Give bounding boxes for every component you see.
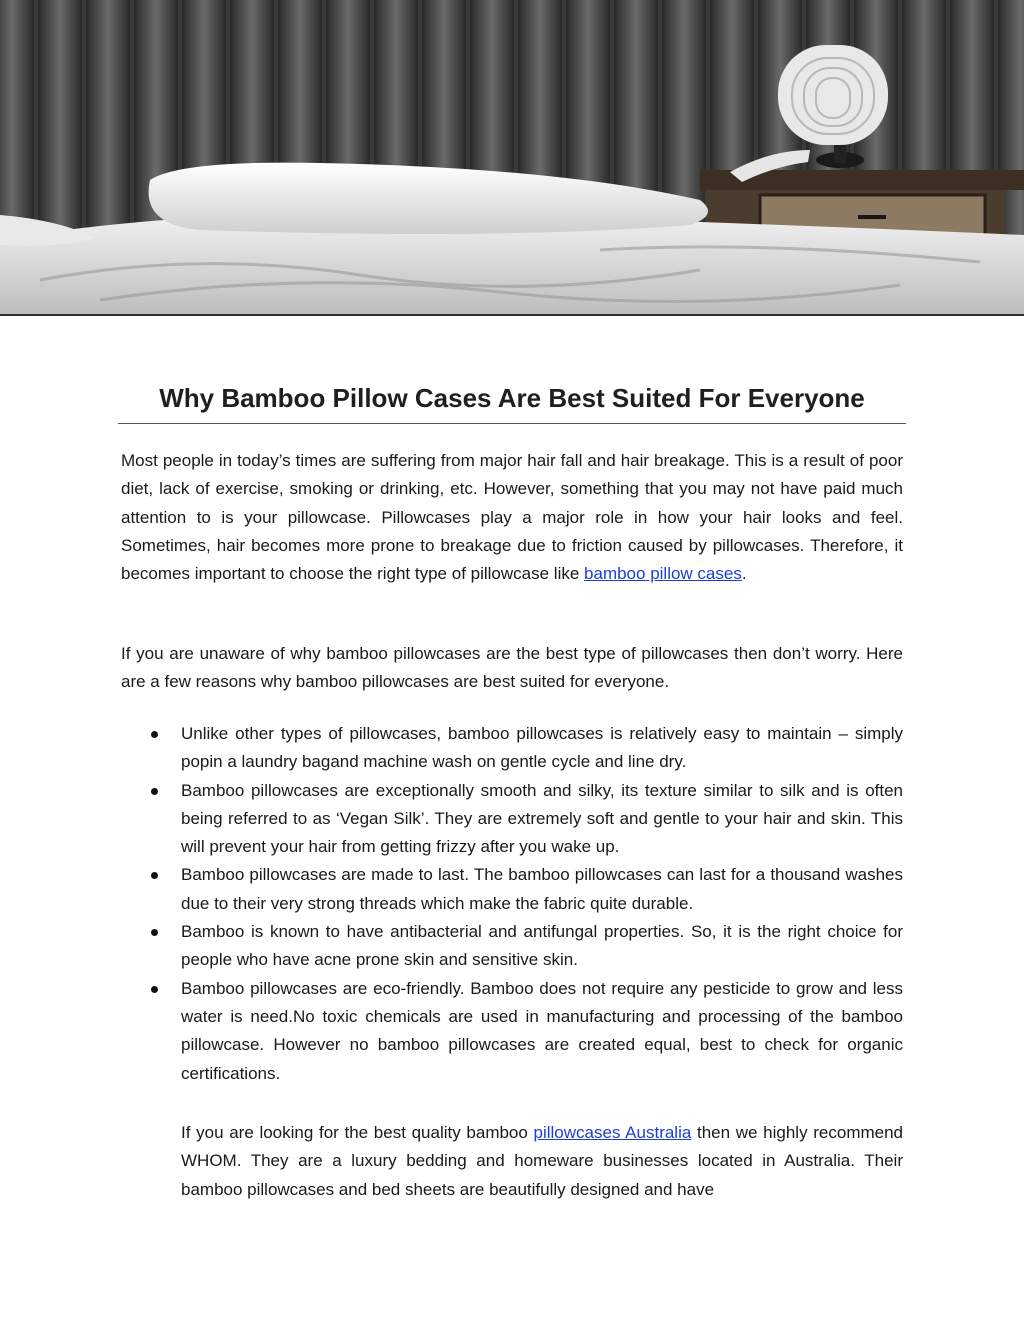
bullet-icon xyxy=(151,929,158,936)
recommendation-text-end: then we highly recommend WHOM. They are a luxury bedding and homeware businesses located in Australia. Their bamboo pillowcases and bed sheets are beautifully designed and have xyxy=(181,1123,904,1199)
bamboo-pillow-cases-link[interactable]: bamboo pillow cases xyxy=(584,564,742,584)
recommendation-text: If you are looking for the best quality bamboo xyxy=(181,1123,534,1142)
pillowcases-australia-link[interactable]: pillowcases Australia xyxy=(533,1123,692,1142)
hero-image xyxy=(0,0,1024,316)
intro-text: Most people in today’s times are suffering from major hair fall and hair breakage. This is a result of poor diet, lack of exercise, smoking or drinking, etc. However, something that you may not have paid much attention to is your pillowcase. Pillowcases play a major role in how your hair looks and feel. Sometimes, hair becomes more prone to breakage due to friction caused by pillowcases. Therefore, it becomes important to choose the right type of pillowcase like xyxy=(121,451,903,584)
list-item xyxy=(121,720,903,777)
list-item xyxy=(121,861,903,918)
recommendation-paragraph xyxy=(181,1119,903,1204)
list-item xyxy=(121,918,903,975)
list-item-text: Bamboo pillowcases are made to last. The bamboo pillowcases can last for a thousand washes due to their very strong threads which make the fabric quite durable. xyxy=(181,865,903,913)
bullet-icon xyxy=(151,872,158,879)
list-item xyxy=(121,777,903,862)
list-item-text: Unlike other types of pillowcases, bamboo pillowcases is relatively easy to maintain – simply popin a laundry bagand machine wash on gentle cycle and line dry. xyxy=(181,724,903,772)
bedroom-photo-icon xyxy=(0,0,1024,314)
list-item-text: Bamboo is known to have antibacterial and antifungal properties. So, it is the right choice for people who have acne prone skin and sensitive skin. xyxy=(181,922,903,970)
article-title: Why Bamboo Pillow Cases Are Best Suited For Everyone xyxy=(159,383,865,413)
intro-paragraph xyxy=(121,447,903,588)
title-divider xyxy=(118,423,906,424)
list-item-text: Bamboo pillowcases are eco-friendly. Bamboo does not require any pesticide to grow and less water is need.No toxic chemicals are used in manufacturing and processing of the bamboo pillowcase. However no bamboo pillowcases are created equal, best to check for organic certifications. xyxy=(181,978,903,1083)
list-item-text: Bamboo pillowcases are exceptionally smooth and silky, its texture similar to silk and is often being referred to as ‘Vegan Silk’. They are extremely soft and gentle to your hair and skin. This will prevent your hair from getting frizzy after you wake up. xyxy=(181,780,903,857)
reasons-list xyxy=(121,720,903,1088)
bullet-icon xyxy=(151,986,158,993)
bullet-icon xyxy=(151,788,158,795)
reasons-intro-paragraph: If you are unaware of why bamboo pillowcases are the best type of pillowcases then don’t worry. Here are a few reasons why bamboo pillowcases are best suited for everyone. xyxy=(121,644,903,692)
intro-text-end: . xyxy=(741,564,747,584)
bullet-icon xyxy=(151,731,158,738)
list-item xyxy=(121,975,903,1088)
